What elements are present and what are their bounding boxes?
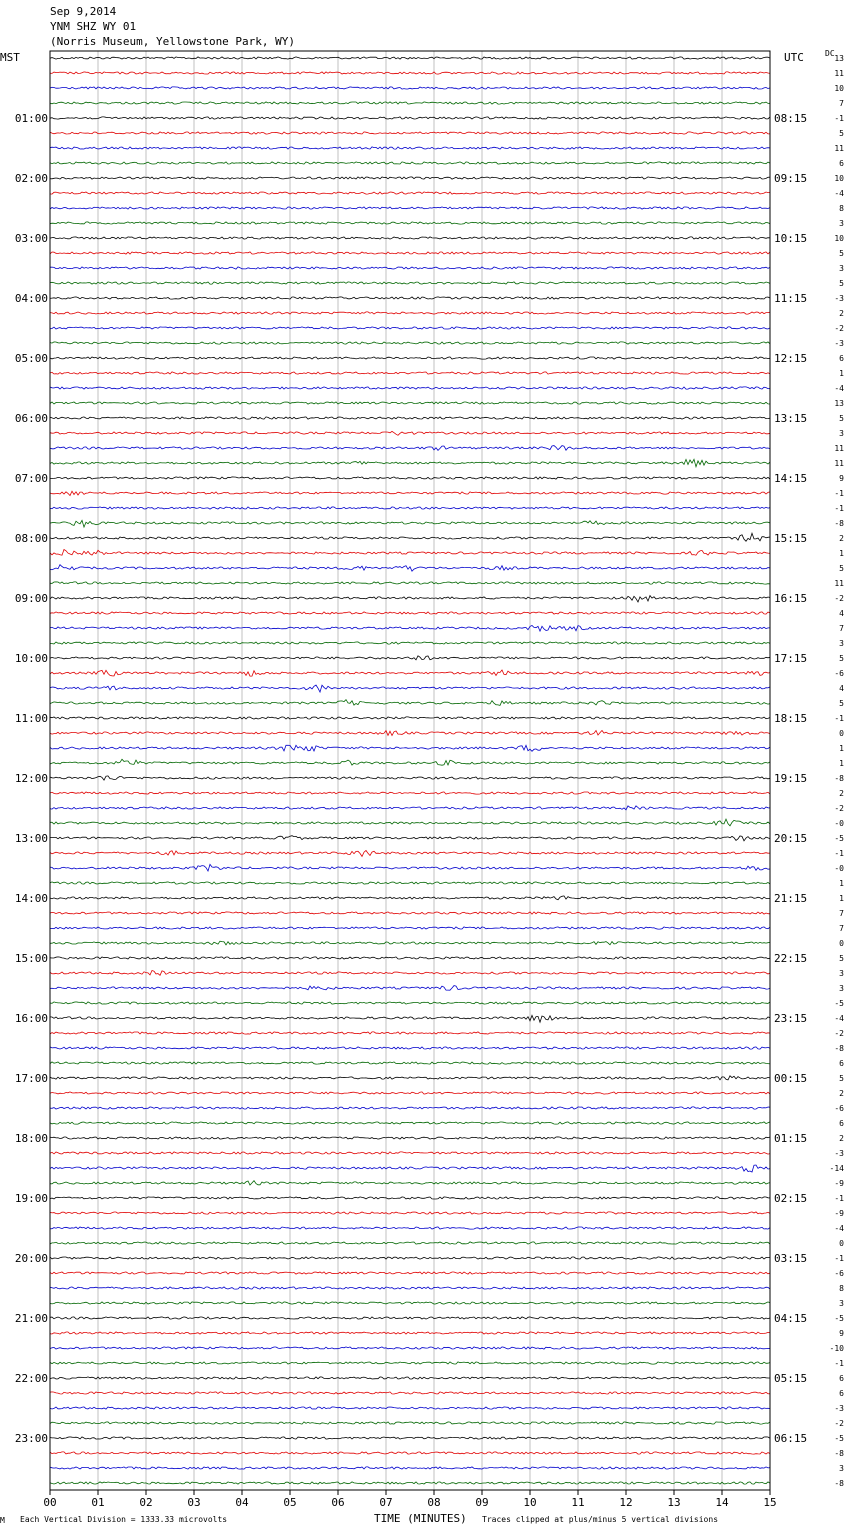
- trace-row-84: [50, 1317, 770, 1319]
- x-tick-label: 06: [331, 1496, 345, 1509]
- utc-axis-label: UTC: [784, 51, 804, 64]
- dc-offset-label: -3: [834, 339, 844, 348]
- dc-offset-label: 3: [839, 219, 844, 228]
- trace-row-7: [50, 162, 770, 164]
- dc-offset-label: -0: [834, 819, 844, 828]
- mst-hour-label: 08:00: [14, 532, 48, 545]
- trace-row-86: [50, 1347, 770, 1349]
- x-tick-label: 07: [379, 1496, 393, 1509]
- trace-row-26: [50, 446, 770, 451]
- dc-offset-label: 1: [839, 369, 844, 378]
- dc-offset-label: -1: [834, 489, 844, 498]
- dc-offset-label: 8: [839, 1284, 844, 1293]
- trace-row-87: [50, 1362, 770, 1364]
- dc-offset-label: 0: [839, 939, 844, 948]
- dc-offset-label: 2: [839, 1089, 844, 1098]
- x-tick-label: 04: [235, 1496, 249, 1509]
- mst-hour-label: 02:00: [14, 172, 48, 185]
- dc-offset-label: 5: [839, 699, 844, 708]
- dc-offset-label: -3: [834, 1404, 844, 1413]
- trace-row-5: [50, 132, 770, 134]
- x-tick-label: 01: [91, 1496, 105, 1509]
- trace-row-28: [50, 477, 770, 479]
- dc-offset-label: -14: [829, 1164, 844, 1173]
- trace-row-35: [50, 582, 770, 584]
- trace-row-3: [50, 102, 770, 104]
- dc-offset-label: 5: [839, 129, 844, 138]
- trace-row-15: [50, 282, 770, 284]
- trace-row-38: [50, 626, 770, 632]
- dc-offset-label: -5: [834, 1314, 844, 1323]
- trace-row-17: [50, 312, 770, 314]
- trace-row-37: [50, 612, 770, 614]
- trace-row-65: [50, 1032, 770, 1034]
- dc-offset-label: 5: [839, 564, 844, 573]
- x-tick-label: 15: [763, 1496, 777, 1509]
- dc-offset-label: 3: [839, 264, 844, 273]
- trace-row-64: [50, 1015, 770, 1022]
- trace-row-52: [50, 836, 770, 841]
- dc-offset-label: 10: [834, 174, 844, 183]
- trace-row-67: [50, 1062, 770, 1064]
- dc-offset-label: -8: [834, 774, 844, 783]
- x-tick-label: 14: [715, 1496, 729, 1509]
- mst-hour-label: 17:00: [14, 1072, 48, 1085]
- mst-hour-label: 04:00: [14, 292, 48, 305]
- dc-offset-label: -0: [834, 864, 844, 873]
- trace-row-68: [50, 1076, 770, 1080]
- trace-row-48: [50, 776, 770, 780]
- dc-offset-label: 3: [839, 969, 844, 978]
- dc-offset-label: -2: [834, 1029, 844, 1038]
- clip-note: Traces clipped at plus/minus 5 vertical divisions: [482, 1515, 719, 1524]
- mst-hour-label: 07:00: [14, 472, 48, 485]
- trace-row-22: [50, 387, 770, 389]
- trace-row-27: [50, 459, 770, 467]
- trace-row-20: [50, 357, 770, 359]
- dc-offset-label: 1: [839, 879, 844, 888]
- x-tick-label: 00: [43, 1496, 57, 1509]
- mst-hour-label: 10:00: [14, 652, 48, 665]
- trace-row-92: [50, 1437, 770, 1439]
- trace-row-85: [50, 1332, 770, 1334]
- trace-row-95: [50, 1482, 770, 1484]
- dc-offset-label: 1: [839, 759, 844, 768]
- trace-row-50: [50, 806, 770, 810]
- dc-offset-label: 5: [839, 414, 844, 423]
- dc-offset-label: 3: [839, 639, 844, 648]
- dc-offset-label: 3: [839, 1299, 844, 1308]
- dc-offset-label: -4: [834, 384, 844, 393]
- dc-offset-label: 4: [839, 684, 844, 693]
- utc-hour-label: 04:15: [774, 1312, 808, 1325]
- trace-row-43: [50, 700, 770, 706]
- trace-row-73: [50, 1152, 770, 1154]
- dc-offset-label: 5: [839, 1074, 844, 1083]
- mst-hour-label: 19:00: [14, 1192, 48, 1205]
- trace-row-18: [50, 327, 770, 329]
- trace-row-12: [50, 237, 770, 239]
- trace-row-23: [50, 402, 770, 404]
- trace-row-53: [50, 851, 770, 857]
- utc-hour-label: 22:15: [774, 952, 808, 965]
- trace-row-41: [50, 670, 770, 676]
- dc-offset-label: -1: [834, 714, 844, 723]
- utc-hour-label: 18:15: [774, 712, 808, 725]
- dc-offset-label: 11: [834, 69, 844, 78]
- dc-offset-label: -2: [834, 594, 844, 603]
- dc-offset-label: -2: [834, 324, 844, 333]
- utc-hour-label: 17:15: [774, 652, 808, 665]
- trace-row-25: [50, 431, 770, 435]
- dc-offset-label: 5: [839, 654, 844, 663]
- trace-row-72: [50, 1137, 770, 1139]
- dc-offset-label: 7: [839, 909, 844, 918]
- trace-row-6: [50, 147, 770, 149]
- dc-offset-label: 4: [839, 609, 844, 618]
- mst-hour-label: 15:00: [14, 952, 48, 965]
- mst-hour-label: 14:00: [14, 892, 48, 905]
- dc-offset-label: -4: [834, 1224, 844, 1233]
- utc-hour-label: 08:15: [774, 112, 808, 125]
- trace-row-70: [50, 1107, 770, 1109]
- x-tick-label: 11: [571, 1496, 585, 1509]
- trace-row-56: [50, 896, 770, 900]
- trace-row-76: [50, 1197, 770, 1199]
- dc-offset-label: -8: [834, 1449, 844, 1458]
- trace-row-9: [50, 192, 770, 194]
- dc-offset-label: -6: [834, 1269, 844, 1278]
- trace-row-8: [50, 177, 770, 179]
- dc-offset-label: 7: [839, 99, 844, 108]
- trace-row-40: [50, 656, 770, 660]
- trace-row-47: [50, 759, 770, 765]
- trace-row-19: [50, 342, 770, 344]
- mst-hour-label: 11:00: [14, 712, 48, 725]
- mst-hour-label: 09:00: [14, 592, 48, 605]
- mst-hour-label: 18:00: [14, 1132, 48, 1145]
- dc-offset-label: -5: [834, 1434, 844, 1443]
- dc-offset-label: -1: [834, 1194, 844, 1203]
- dc-offset-label: 2: [839, 309, 844, 318]
- dc-offset-label: 7: [839, 924, 844, 933]
- trace-row-14: [50, 267, 770, 269]
- trace-row-21: [50, 372, 770, 374]
- dc-offset-label: 6: [839, 159, 844, 168]
- mst-hour-label: 22:00: [14, 1372, 48, 1385]
- dc-offset-label: 2: [839, 1134, 844, 1143]
- dc-offset-label: 7: [839, 624, 844, 633]
- x-tick-label: 08: [427, 1496, 441, 1509]
- trace-row-39: [50, 642, 770, 644]
- trace-row-45: [50, 731, 770, 736]
- trace-row-30: [50, 507, 770, 509]
- utc-hour-label: 11:15: [774, 292, 808, 305]
- dc-offset-label: 3: [839, 1464, 844, 1473]
- utc-hour-label: 09:15: [774, 172, 808, 185]
- dc-offset-label: -1: [834, 1359, 844, 1368]
- trace-row-78: [50, 1227, 770, 1229]
- dc-offset-label: 6: [839, 354, 844, 363]
- dc-offset-label: 11: [834, 444, 844, 453]
- dc-offset-label: 9: [839, 1329, 844, 1338]
- utc-hour-label: 15:15: [774, 532, 808, 545]
- trace-row-33: [50, 550, 770, 556]
- dc-offset-label: -10: [829, 1344, 844, 1353]
- x-tick-label: 10: [523, 1496, 537, 1509]
- trace-row-0: [50, 57, 770, 59]
- utc-hour-label: 02:15: [774, 1192, 808, 1205]
- utc-hour-label: 12:15: [774, 352, 808, 365]
- utc-hour-label: 21:15: [774, 892, 808, 905]
- dc-offset-label: -3: [834, 1149, 844, 1158]
- mst-hour-label: 06:00: [14, 412, 48, 425]
- mst-hour-label: 13:00: [14, 832, 48, 845]
- x-tick-label: 12: [619, 1496, 633, 1509]
- mst-hour-label: 23:00: [14, 1432, 48, 1445]
- trace-row-24: [50, 417, 770, 419]
- dc-offset-label: -1: [834, 1254, 844, 1263]
- trace-row-46: [50, 745, 770, 751]
- trace-row-77: [50, 1212, 770, 1214]
- trace-row-91: [50, 1422, 770, 1424]
- trace-row-32: [50, 533, 770, 541]
- utc-hour-label: 00:15: [774, 1072, 808, 1085]
- x-tick-label: 02: [139, 1496, 153, 1509]
- mst-hour-label: 03:00: [14, 232, 48, 245]
- trace-row-29: [50, 491, 770, 495]
- trace-row-71: [50, 1122, 770, 1124]
- x-tick-label: 13: [667, 1496, 681, 1509]
- dc-offset-label: 5: [839, 249, 844, 258]
- mst-hour-label: 20:00: [14, 1252, 48, 1265]
- utc-hour-label: 16:15: [774, 592, 808, 605]
- dc-offset-label: 5: [839, 279, 844, 288]
- utc-hour-label: 06:15: [774, 1432, 808, 1445]
- trace-row-42: [50, 685, 770, 692]
- dc-offset-label: -4: [834, 189, 844, 198]
- dc-offset-label: 6: [839, 1389, 844, 1398]
- x-tick-label: 03: [187, 1496, 201, 1509]
- dc-offset-label: -8: [834, 1479, 844, 1488]
- utc-hour-label: 03:15: [774, 1252, 808, 1265]
- trace-row-58: [50, 927, 770, 929]
- trace-row-49: [50, 792, 770, 794]
- dc-offset-label: 2: [839, 534, 844, 543]
- dc-offset-label: 11: [834, 144, 844, 153]
- trace-row-88: [50, 1377, 770, 1379]
- trace-row-63: [50, 1002, 770, 1004]
- dc-offset-label: 6: [839, 1119, 844, 1128]
- mst-axis-label: MST: [0, 51, 20, 64]
- dc-offset-label: 3: [839, 429, 844, 438]
- trace-row-34: [50, 565, 770, 572]
- trace-row-74: [50, 1165, 770, 1172]
- dc-offset-label: 0: [839, 1239, 844, 1248]
- trace-row-54: [50, 864, 770, 871]
- trace-row-16: [50, 297, 770, 299]
- dc-offset-label: 1: [839, 549, 844, 558]
- trace-row-80: [50, 1257, 770, 1259]
- dc-offset-label: -9: [834, 1179, 844, 1188]
- dc-offset-label: -6: [834, 1104, 844, 1113]
- dc-offset-label: -5: [834, 999, 844, 1008]
- trace-row-61: [50, 971, 770, 976]
- trace-row-83: [50, 1302, 770, 1304]
- corner-mark: M: [0, 1516, 5, 1525]
- trace-row-79: [50, 1242, 770, 1244]
- dc-offset-label: 0: [839, 729, 844, 738]
- trace-row-36: [50, 596, 770, 602]
- dc-offset-label: -8: [834, 519, 844, 528]
- trace-row-31: [50, 520, 770, 527]
- utc-hour-label: 05:15: [774, 1372, 808, 1385]
- dc-offset-label: 1: [839, 744, 844, 753]
- dc-offset-label: 6: [839, 1374, 844, 1383]
- dc-offset-label: 1: [839, 894, 844, 903]
- x-tick-label: 09: [475, 1496, 489, 1509]
- dc-offset-label: 9: [839, 474, 844, 483]
- trace-row-81: [50, 1272, 770, 1274]
- dc-offset-label: -1: [834, 114, 844, 123]
- dc-offset-label: 10: [834, 84, 844, 93]
- trace-row-13: [50, 252, 770, 254]
- trace-row-75: [50, 1181, 770, 1185]
- utc-hour-label: 10:15: [774, 232, 808, 245]
- dc-offset-label: 5: [839, 954, 844, 963]
- utc-hour-label: 14:15: [774, 472, 808, 485]
- trace-row-82: [50, 1287, 770, 1289]
- x-axis-title: TIME (MINUTES): [374, 1512, 467, 1525]
- utc-hour-label: 20:15: [774, 832, 808, 845]
- trace-row-55: [50, 882, 770, 884]
- utc-hour-label: 19:15: [774, 772, 808, 785]
- trace-row-2: [50, 87, 770, 89]
- trace-row-93: [50, 1452, 770, 1454]
- trace-row-69: [50, 1092, 770, 1094]
- mst-hour-label: 16:00: [14, 1012, 48, 1025]
- trace-row-89: [50, 1392, 770, 1394]
- trace-row-62: [50, 986, 770, 991]
- mst-hour-label: 01:00: [14, 112, 48, 125]
- mst-hour-label: 05:00: [14, 352, 48, 365]
- trace-row-59: [50, 941, 770, 945]
- trace-row-66: [50, 1047, 770, 1049]
- vertical-division-note: Each Vertical Division = 1333.33 microvolts: [20, 1515, 228, 1524]
- dc-offset-label: 3: [839, 984, 844, 993]
- trace-row-51: [50, 819, 770, 826]
- trace-row-4: [50, 117, 770, 119]
- dc-offset-label: 11: [834, 459, 844, 468]
- utc-hour-label: 13:15: [774, 412, 808, 425]
- dc-offset-label: 6: [839, 1059, 844, 1068]
- dc-offset-label: 13: [834, 54, 844, 63]
- dc-offset-label: -8: [834, 1044, 844, 1053]
- x-tick-label: 05: [283, 1496, 297, 1509]
- trace-row-10: [50, 207, 770, 209]
- mst-hour-label: 12:00: [14, 772, 48, 785]
- trace-row-57: [50, 912, 770, 914]
- dc-offset-label: -2: [834, 1419, 844, 1428]
- dc-offset-label: -2: [834, 804, 844, 813]
- utc-hour-label: 23:15: [774, 1012, 808, 1025]
- trace-row-44: [50, 717, 770, 719]
- dc-offset-label: -1: [834, 504, 844, 513]
- dc-offset-label: -1: [834, 849, 844, 858]
- dc-offset-label: 2: [839, 789, 844, 798]
- trace-row-94: [50, 1467, 770, 1469]
- dc-offset-label: 11: [834, 579, 844, 588]
- dc-offset-label: -3: [834, 294, 844, 303]
- mst-hour-label: 21:00: [14, 1312, 48, 1325]
- dc-offset-label: -9: [834, 1209, 844, 1218]
- dc-offset-label: 10: [834, 234, 844, 243]
- dc-offset-label: 8: [839, 204, 844, 213]
- utc-hour-label: 01:15: [774, 1132, 808, 1145]
- station-label: YNM SHZ WY 01: [50, 20, 137, 33]
- trace-row-90: [50, 1407, 770, 1409]
- dc-offset-label: -6: [834, 669, 844, 678]
- trace-row-60: [50, 957, 770, 959]
- seismic-traces: [50, 57, 770, 1484]
- location-label: (Norris Museum, Yellowstone Park, WY): [50, 35, 296, 48]
- dc-offset-label: 13: [834, 399, 844, 408]
- dc-offset-label: -5: [834, 834, 844, 843]
- dc-axis-label: DC: [825, 49, 835, 58]
- trace-row-11: [50, 222, 770, 224]
- trace-row-1: [50, 72, 770, 74]
- date-label: Sep 9,2014: [50, 5, 117, 18]
- dc-offset-label: -4: [834, 1014, 844, 1023]
